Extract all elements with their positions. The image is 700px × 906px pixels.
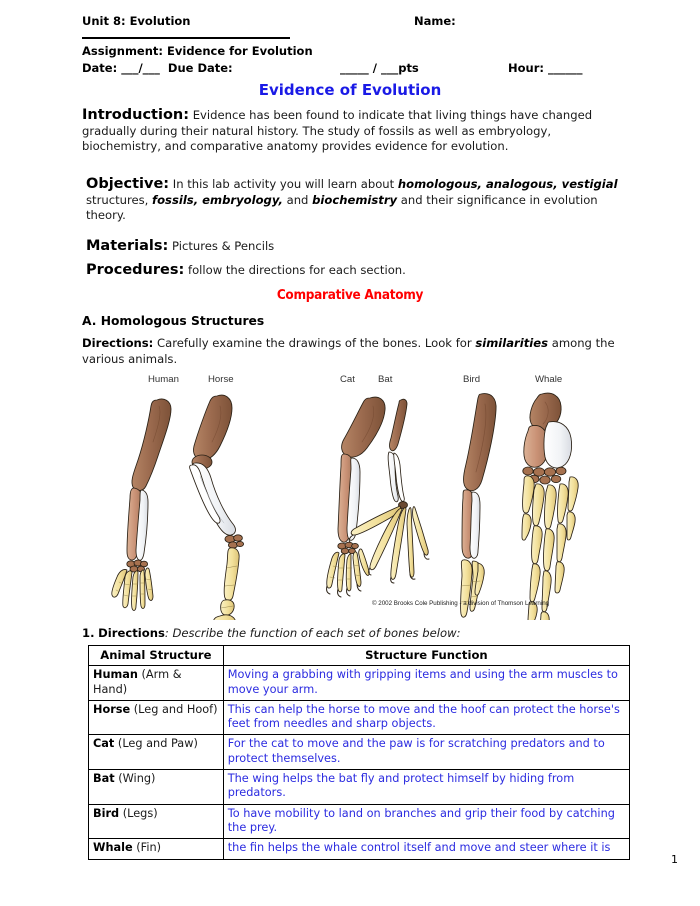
hour-field-label: Hour: ______ bbox=[508, 61, 583, 75]
page-number: 1 bbox=[671, 853, 678, 866]
forelimb-bone-diagram-svg bbox=[82, 372, 622, 620]
objective-text-4: and their significance in evolution theory. bbox=[86, 192, 598, 223]
answer-cell[interactable]: To have mobility to land on branches and grip their food by catching the prey. bbox=[223, 804, 629, 839]
column-header-animal-structure: Animal Structure bbox=[89, 646, 224, 666]
answer-cell[interactable]: This can help the horse to move and the hoof can protect the horse's feet from needles and sharp objects. bbox=[223, 700, 629, 735]
materials-label: Materials: bbox=[86, 238, 169, 254]
homologous-structures-figure bbox=[82, 372, 622, 620]
figure-label-cat: Cat bbox=[340, 374, 355, 385]
name-field-label: Name: bbox=[414, 14, 456, 28]
animal-cell bbox=[89, 700, 224, 735]
figure-label-bat: Bat bbox=[378, 374, 393, 385]
animal-cell bbox=[89, 666, 224, 701]
objective-terms-1: homologous, analogous, vestigial bbox=[397, 177, 618, 191]
table-row bbox=[89, 839, 630, 859]
animal-cell bbox=[89, 839, 224, 859]
animal-name: Horse bbox=[93, 702, 131, 716]
introduction-paragraph bbox=[82, 108, 627, 155]
table-row bbox=[89, 700, 630, 735]
animal-cell bbox=[89, 804, 224, 839]
figure-label-bird: Bird bbox=[463, 374, 481, 385]
objective-text-2: structures, bbox=[86, 192, 153, 207]
objective-label: Objective: bbox=[86, 176, 170, 192]
animal-part: (Legs) bbox=[119, 806, 158, 820]
animal-cell bbox=[89, 770, 224, 805]
page-title: Evidence of Evolution bbox=[258, 81, 442, 99]
objective-text-1: In this lab activity you will learn about bbox=[169, 177, 398, 191]
introduction-label: Introduction: bbox=[82, 107, 190, 123]
structure-function-table bbox=[88, 645, 630, 860]
directions-label: Directions: bbox=[82, 336, 154, 350]
answer-cell[interactable]: The wing helps the bat fly and protect himself by hiding from predators. bbox=[223, 770, 629, 805]
directions-text-2: among the various animals. bbox=[82, 336, 615, 366]
objective-terms-2: fossils, embryology, bbox=[152, 192, 283, 207]
comparative-anatomy-heading: Comparative Anatomy bbox=[276, 288, 424, 303]
question-1-number: 1. bbox=[82, 626, 95, 640]
procedures-text: follow the directions for each section. bbox=[184, 263, 406, 277]
points-field-label: _____ / ___pts bbox=[340, 61, 419, 75]
table-row bbox=[89, 770, 630, 805]
unit-title: Unit 8: Evolution bbox=[82, 14, 191, 28]
bird-forelimb bbox=[461, 394, 497, 618]
table-row bbox=[89, 735, 630, 770]
part-a-heading: A. Homologous Structures bbox=[82, 314, 265, 328]
assignment-title: Assignment: Evidence for Evolution bbox=[82, 44, 313, 58]
table-row bbox=[89, 804, 630, 839]
introduction-text: Evidence has been found to indicate that living things have changed gradually during their natural history. The study of fossils as well as embryology, biochemistry, and comparative anatomy provides evidence for evolution. bbox=[82, 108, 593, 154]
animal-name: Cat bbox=[93, 737, 115, 751]
whale-forelimb bbox=[522, 393, 578, 620]
question-1-text: : Describe the function of each set of bones below: bbox=[164, 626, 461, 640]
date-field-label: Date: ___/___ Due Date: bbox=[82, 61, 233, 75]
animal-cell bbox=[89, 735, 224, 770]
answer-cell[interactable]: the fin helps the whale control itself and move and steer where it is bbox=[223, 839, 629, 859]
animal-part: (Leg and Hoof) bbox=[130, 702, 218, 716]
materials-paragraph bbox=[86, 239, 631, 255]
animal-name: Bat bbox=[93, 772, 115, 786]
animal-name: Whale bbox=[93, 841, 133, 855]
question-1-label: Directions bbox=[98, 626, 165, 640]
horse-forelimb bbox=[190, 395, 244, 620]
animal-name: Human bbox=[93, 668, 138, 682]
figure-copyright-credit: © 2002 Brooks Cole Publishing - a division of Thomson Learning bbox=[372, 600, 550, 607]
figure-label-horse: Horse bbox=[208, 374, 234, 385]
question-1-directions bbox=[82, 626, 627, 642]
figure-label-whale: Whale bbox=[535, 374, 563, 385]
cat-forelimb bbox=[327, 397, 385, 597]
animal-part: (Leg and Paw) bbox=[114, 737, 198, 751]
part-a-directions bbox=[82, 336, 627, 367]
answer-cell[interactable]: For the cat to move and the paw is for scratching predators and to protect themselves. bbox=[223, 735, 629, 770]
objective-text-3: and bbox=[282, 192, 313, 207]
animal-part: (Wing) bbox=[114, 772, 156, 786]
figure-label-human: Human bbox=[148, 374, 179, 385]
procedures-paragraph bbox=[86, 263, 631, 279]
objective-terms-3: biochemistry bbox=[312, 192, 398, 207]
animal-part: (Fin) bbox=[132, 841, 162, 855]
header-divider-line bbox=[82, 27, 290, 39]
table-row bbox=[89, 666, 630, 701]
directions-text: Carefully examine the drawings of the bones. Look for bbox=[153, 336, 476, 350]
answer-cell[interactable]: Moving a grabbing with gripping items and using the arm muscles to move your arm. bbox=[223, 666, 629, 701]
table-header-row bbox=[89, 646, 630, 666]
animal-name: Bird bbox=[93, 806, 120, 820]
directions-emphasis: similarities bbox=[475, 336, 549, 350]
materials-text: Pictures & Pencils bbox=[168, 239, 275, 253]
column-header-structure-function: Structure Function bbox=[223, 646, 629, 666]
animal-part: (Arm & Hand) bbox=[93, 668, 182, 696]
objective-paragraph bbox=[86, 177, 631, 224]
human-forelimb bbox=[112, 399, 171, 610]
procedures-label: Procedures: bbox=[86, 262, 185, 278]
